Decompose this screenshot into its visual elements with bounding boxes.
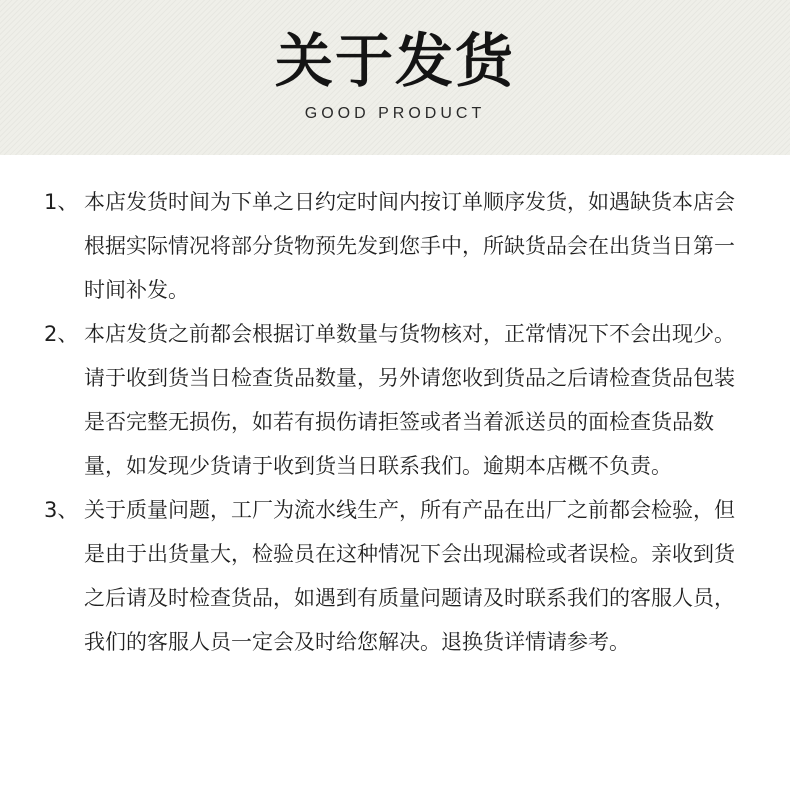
list-item [44, 488, 754, 664]
page-title: 关于发货 [274, 27, 515, 95]
list-item [44, 180, 754, 312]
item-number: 2、 [44, 322, 79, 346]
header-banner [0, 0, 790, 155]
list-item [44, 312, 754, 488]
item-text: 关于质量问题，工厂为流水线生产，所有产品在出厂之前都会检验，但是由于出货量大，检验员在这种情况下会出现漏检或者误检。亲收到货之后请及时检查货品，如遇到有质量问题请及时联系我们的客服人员，我们的客服人员一定会及时给您解决。退换货详情请参考。 [84, 498, 735, 654]
shipping-notice-list [44, 180, 754, 664]
item-text: 本店发货时间为下单之日约定时间内按订单顺序发货，如遇缺货本店会根据实际情况将部分货物预先发到您手中，所缺货品会在出货当日第一时间补发。 [84, 190, 735, 302]
page-subtitle: GOOD PRODUCT [304, 105, 486, 122]
item-number: 3、 [44, 498, 79, 522]
item-text: 本店发货之前都会根据订单数量与货物核对，正常情况下不会出现少。请于收到货当日检查货品数量，另外请您收到货品之后请检查货品包装是否完整无损伤，如若有损伤请拒签或者当着派送员的面检查货品数量，如发现少货请于收到货当日联系我们。逾期本店概不负责。 [84, 322, 735, 478]
item-number: 1、 [44, 190, 79, 214]
